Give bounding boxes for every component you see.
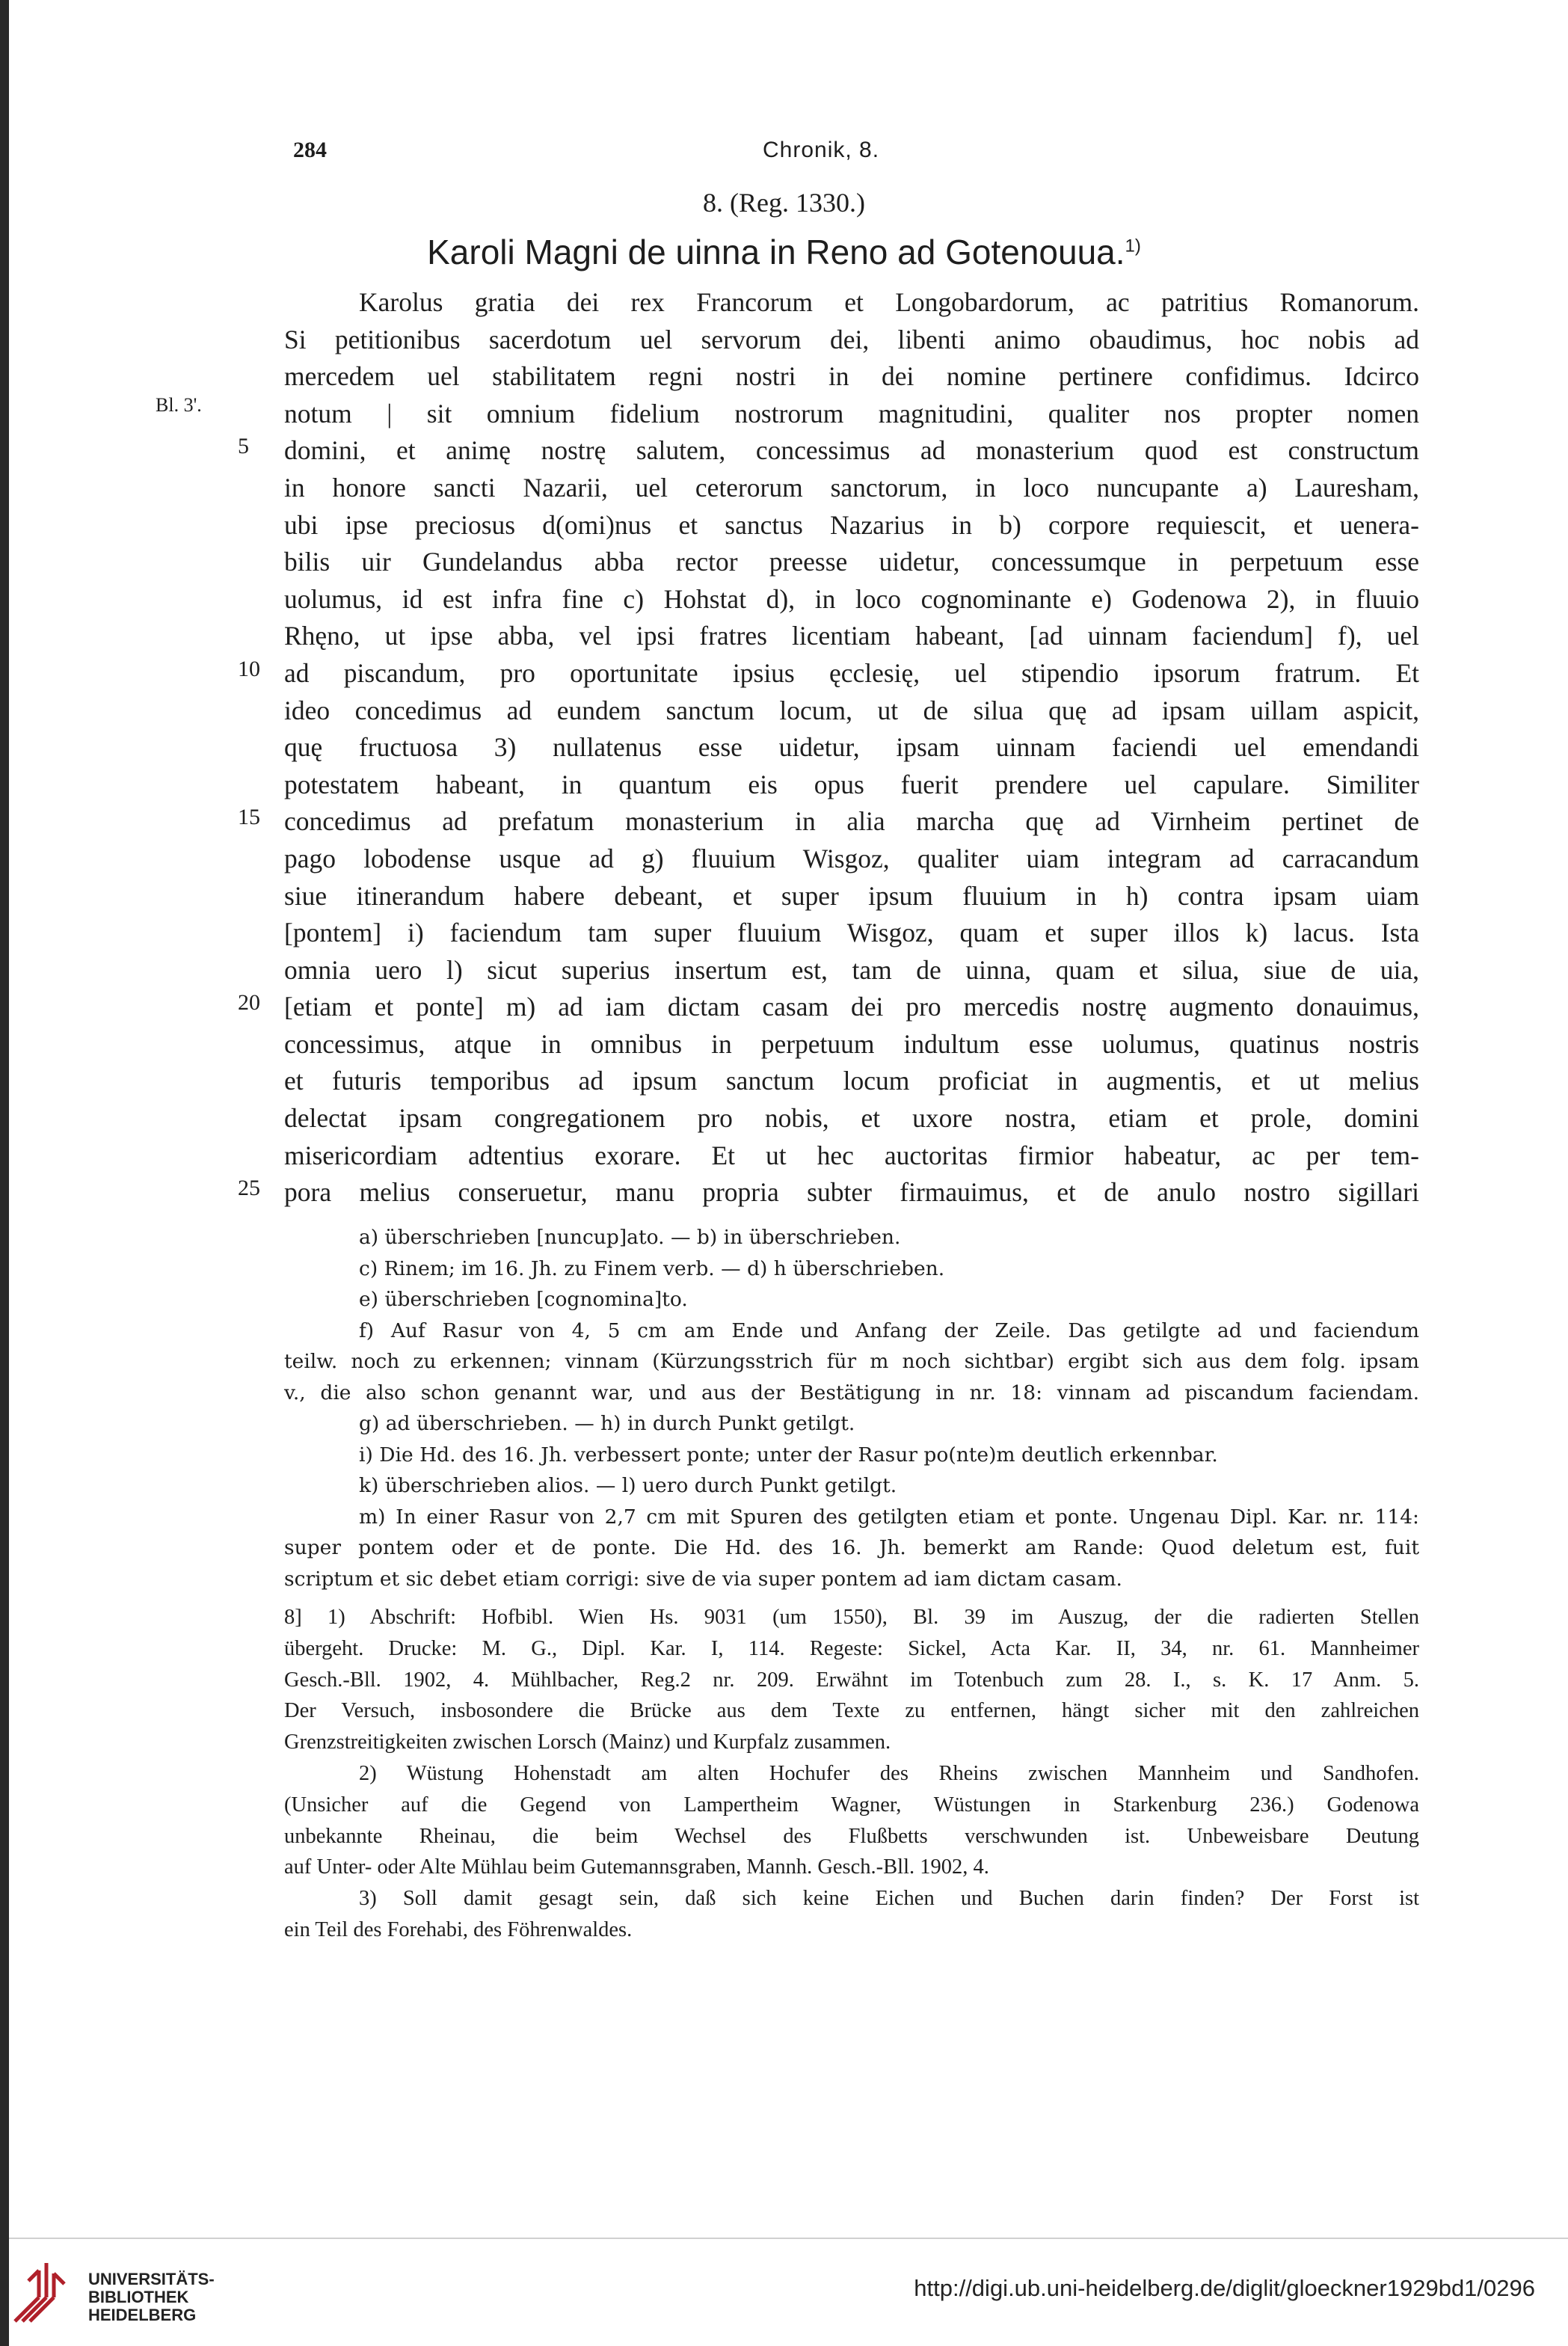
text-line: notum | sit omnium fidelium nostrorum magnitudini, qualiter nos propter nomen: [284, 398, 1419, 429]
text-line: mercedem uel stabilitatem regni nostri in dei nomine pertinere confidimus. Idcirco: [284, 361, 1419, 392]
apparatus-line: f) Auf Rasur von 4, 5 cm am Ende und Anfang der Zeile. Das getilgte ad und faciendum: [359, 1318, 1419, 1342]
apparatus-line: scriptum et sic debet etiam corrigi: sive de via super pontem ad iam dictam casam.: [284, 1567, 1122, 1591]
note-line: Grenzstreitigkeiten zwischen Lorsch (Mainz) und Kurpfalz zusammen.: [284, 1731, 891, 1754]
text-line: potestatem habeant, in quantum eis opus fuerit prendere uel capulare. Similiter: [284, 769, 1419, 799]
margin-folio-reference: Bl. 3'.: [156, 394, 202, 416]
text-line: concessimus, atque in omnibus in perpetuum indultum esse uolumus, quatinus nostris: [284, 1028, 1419, 1059]
text-line: ideo concedimus ad eundem sanctum locum, ut de silua quę ad ipsam uillam aspicit,: [284, 695, 1419, 725]
text-line: Rhęno, ut ipse abba, vel ipsi fratres licentiam habeant, [ad uinnam faciendum] f), uel: [284, 621, 1419, 651]
apparatus-line: c) Rinem; im 16. Jh. zu Finem verb. — d) h überschrieben.: [359, 1256, 945, 1280]
text-line: quę fructuosa 3) nullatenus esse uidetur, ipsam uinnam faciendi uel emendandi: [284, 732, 1419, 763]
text-line: siue itinerandum habere debeant, et super ipsum fluuium in h) contra ipsam uiam: [284, 880, 1419, 911]
library-name-line: UNIVERSITÄTS-: [88, 2270, 215, 2288]
library-name: [88, 2270, 215, 2324]
line-number: 5: [238, 434, 249, 458]
text-line: pora melius conseruetur, manu propria subter firmauimus, et de anulo nostro sigillari: [284, 1177, 1419, 1208]
text-line: [pontem] i) faciendum tam super fluuium Wisgoz, quam et super illos k) lacus. Ista: [284, 918, 1419, 948]
text-line: Si petitionibus sacerdotum uel servorum dei, libenti animo obaudimus, hoc nobis ad: [284, 324, 1419, 354]
apparatus-line: g) ad überschrieben. — h) in durch Punkt getilgt.: [359, 1412, 855, 1435]
apparatus-line: m) In einer Rasur von 2,7 cm mit Spuren des getilgten etiam et ponte. Ungenau Dipl. Kar. nr. 114:: [359, 1505, 1419, 1529]
note-line: ein Teil des Forehabi, des Föhrenwaldes.: [284, 1917, 633, 1941]
document-title-text: Karoli Magni de uinna in Reno ad Gotenouua.: [427, 233, 1125, 271]
note-line: (Unsicher auf die Gegend von Lampertheim Wagner, Wüstungen in Starkenburg 236.) Godenowa: [284, 1793, 1419, 1817]
apparatus-line: i) Die Hd. des 16. Jh. verbessert ponte; unter der Rasur po(nte)m deutlich erkennbar.: [359, 1443, 1218, 1467]
document-title: [0, 232, 1568, 272]
apparatus-line: v., die also schon genannt war, und aus der Bestätigung in nr. 18: vinnam ad piscandum faciendam.: [284, 1381, 1419, 1404]
line-number: 15: [238, 805, 260, 829]
text-line: in honore sancti Nazarii, uel ceterorum sanctorum, in loco nuncupante a) Lauresham,: [284, 472, 1419, 503]
title-note-marker: 1): [1125, 236, 1141, 257]
text-line: concedimus ad prefatum monasterium in alia marcha quę ad Virnheim pertinet de: [284, 806, 1419, 837]
line-number: 10: [238, 657, 260, 681]
document-number: 8. (Reg. 1330.): [703, 188, 865, 218]
footer-divider: [9, 2238, 1568, 2239]
running-title: Chronik, 8.: [763, 138, 880, 162]
line-number: 20: [238, 990, 260, 1015]
text-line: domini, et animę nostrę salutem, concessimus ad monasterium quod est constructum: [284, 435, 1419, 466]
note-line: Gesch.-Bll. 1902, 4. Mühlbacher, Reg.2 nr. 209. Erwähnt im Totenbuch zum 28. I., s. K. 17 Anm. 5.: [284, 1668, 1419, 1692]
note-line: unbekannte Rheinau, die beim Wechsel des Flußbetts verschwunden ist. Unbeweisbare Deutung: [284, 1824, 1419, 1848]
critical-apparatus: [284, 1222, 1419, 1594]
note-line: 3) Soll damit gesagt sein, daß sich keine Eichen und Buchen darin finden? Der Forst ist: [359, 1887, 1419, 1911]
apparatus-line: e) überschrieben [cognomina]to.: [359, 1288, 688, 1311]
text-line: Karolus gratia dei rex Francorum et Longobardorum, ac patritius Romanorum.: [359, 287, 1419, 317]
text-line: misericordiam adtentius exorare. Et ut hec auctoritas firmior habeatur, ac per tem-: [284, 1140, 1419, 1170]
note-line: auf Unter- oder Alte Mühlau beim Gutemannsgraben, Mannh. Gesch.-Bll. 1902, 4.: [284, 1855, 989, 1879]
apparatus-line: a) überschrieben [nuncup]ato. — b) in überschrieben.: [359, 1226, 901, 1249]
apparatus-line: teilw. noch zu erkennen; vinnam (Kürzungsstrich für m noch sichtbar) ergibt sich aus dem folg. ipsam: [284, 1350, 1419, 1373]
text-line: ubi ipse preciosus d(omi)nus et sanctus Nazarius in b) corpore requiescit, et uenera-: [284, 509, 1419, 540]
text-line: omnia uero l) sicut superius insertum est, tam de uinna, quam et silua, siue de uia,: [284, 954, 1419, 985]
page-number: 284: [293, 138, 327, 162]
text-line: pago lobodense usque ad g) fluuium Wisgoz, qualiter uiam integram ad carracandum: [284, 843, 1419, 873]
text-line: [etiam et ponte] m) ad iam dictam casam dei pro mercedis nostrę augmento donauimus,: [284, 992, 1419, 1022]
text-line: et futuris temporibus ad ipsum sanctum locum proficiat in augmentis, et ut melius: [284, 1066, 1419, 1096]
note-line: übergeht. Drucke: M. G., Dipl. Kar. I, 114. Regeste: Sickel, Acta Kar. II, 34, nr. 61. Mannheimer: [284, 1636, 1419, 1660]
library-name-line: BIBLIOTHEK: [88, 2288, 189, 2306]
text-line: bilis uir Gundelandus abba rector preesse uidetur, concessumque in perpetuum esse: [284, 547, 1419, 577]
line-number: 25: [238, 1176, 260, 1200]
university-library-logo-icon: [9, 2256, 81, 2327]
text-line: ad piscandum, pro oportunitate ipsius ęcclesię, uel stipendio ipsorum fratrum. Et: [284, 657, 1419, 688]
note-line: 8] 1) Abschrift: Hofbibl. Wien Hs. 9031 (um 1550), Bl. 39 im Auszug, der die radierten Stellen: [284, 1606, 1419, 1629]
text-line: delectat ipsam congregationem pro nobis, et uxore nostra, etiam et prole, domini: [284, 1103, 1419, 1134]
text-line: uolumus, id est infra fine c) Hohstat d), in loco cognominante e) Godenowa 2), in fluuio: [284, 583, 1419, 614]
note-line: Der Versuch, insbosondere die Brücke aus dem Texte zu entfernen, hängt sicher mit den zahlreichen: [284, 1699, 1419, 1723]
apparatus-line: super pontem oder et de ponte. Die Hd. des 16. Jh. bemerkt am Rande: Quod deletum est, fuit: [284, 1536, 1419, 1559]
source-url-link[interactable]: http://digi.ub.uni-heidelberg.de/diglit/gloeckner1929bd1/0296: [914, 2275, 1535, 2301]
library-name-line: HEIDELBERG: [88, 2306, 197, 2324]
scan-edge: [0, 0, 9, 2346]
apparatus-line: k) überschrieben alios. — l) uero durch Punkt getilgt.: [359, 1474, 897, 1497]
commentary-notes: [284, 1602, 1419, 1946]
note-line: 2) Wüstung Hohenstadt am alten Hochufer des Rheins zwischen Mannheim und Sandhofen.: [359, 1761, 1419, 1785]
charter-text: [284, 284, 1419, 1212]
